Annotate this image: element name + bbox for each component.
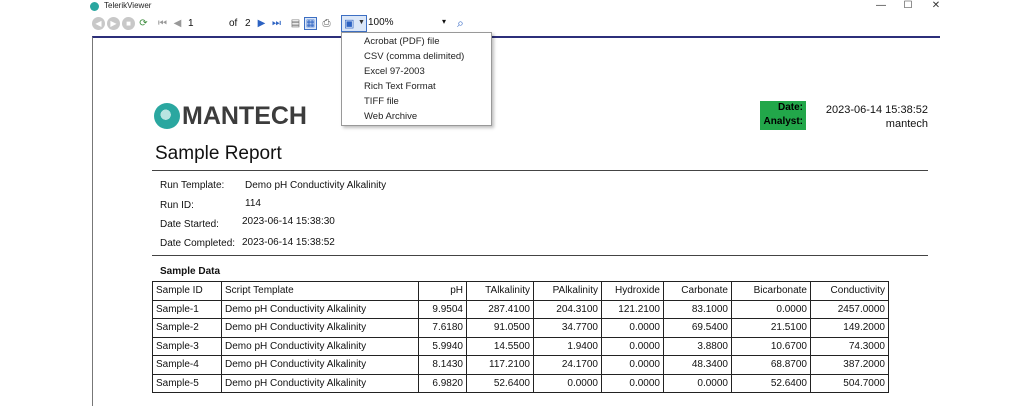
header-ph: pH	[419, 282, 467, 301]
title-bar	[0, 0, 944, 13]
table-row	[153, 300, 889, 319]
divider	[152, 170, 928, 171]
save-icon: ▣	[344, 18, 355, 30]
date-started-value: 2023-06-14 15:38:30	[242, 216, 335, 227]
cell-hydroxide: 121.2100	[602, 300, 664, 319]
refresh-icon[interactable]: ⟳	[139, 18, 148, 29]
header-hydroxide: Hydroxide	[602, 282, 664, 301]
header-carbonate: Carbonate	[664, 282, 732, 301]
table-row	[153, 337, 889, 356]
divider	[152, 255, 928, 256]
cell-carbonate: 83.1000	[664, 300, 732, 319]
cell-hydroxide: 0.0000	[602, 319, 664, 338]
cell-palkalinity: 24.1700	[534, 356, 602, 375]
sample-data-title: Sample Data	[160, 266, 221, 277]
menu-item-csv[interactable]: CSV (comma delimited)	[364, 51, 465, 62]
print-icon[interactable]: ⎙	[322, 18, 331, 29]
menu-item-web-archive[interactable]: Web Archive	[364, 111, 418, 122]
minimize-button[interactable]: —	[876, 0, 886, 11]
cell-sample-id: Sample-4	[153, 356, 222, 375]
cell-talkalinity: 91.0500	[467, 319, 534, 338]
cell-ph: 8.1430	[419, 356, 467, 375]
cell-ph: 5.9940	[419, 337, 467, 356]
date-analyst-labels	[760, 101, 806, 130]
cell-script-template: Demo pH Conductivity Alkalinity	[222, 337, 419, 356]
zoom-select[interactable]	[368, 17, 450, 31]
export-format-menu	[341, 32, 492, 126]
back-icon[interactable]: ◀	[92, 17, 105, 30]
cell-talkalinity: 52.6400	[467, 374, 534, 393]
page-of-label: of	[229, 18, 238, 29]
cell-ph: 7.6180	[419, 319, 467, 338]
current-page-input[interactable]: 1	[188, 18, 194, 29]
search-icon[interactable]: ⌕	[457, 16, 464, 30]
menu-item-rtf[interactable]: Rich Text Format	[364, 81, 436, 92]
menu-item-excel[interactable]: Excel 97-2003	[364, 66, 425, 77]
zoom-value: 100%	[368, 17, 394, 28]
date-label: Date:	[777, 102, 803, 113]
header-palkalinity: PAlkalinity	[534, 282, 602, 301]
stop-icon[interactable]: ■	[122, 17, 135, 30]
run-template-label: Run Template:	[160, 180, 225, 191]
cell-conductivity: 387.2000	[811, 356, 889, 375]
forward-icon[interactable]: ▶	[107, 17, 120, 30]
header-talkalinity: TAlkalinity	[467, 282, 534, 301]
chevron-down-icon: ▼	[358, 19, 365, 26]
cell-bicarbonate: 21.5100	[732, 319, 811, 338]
cell-palkalinity: 204.3100	[534, 300, 602, 319]
analyst-value: mantech	[885, 118, 928, 130]
chevron-down-icon: ▾	[441, 17, 446, 26]
document-map-icon[interactable]: ▤	[290, 18, 301, 29]
cell-script-template: Demo pH Conductivity Alkalinity	[222, 319, 419, 338]
cell-hydroxide: 0.0000	[602, 374, 664, 393]
previous-page-icon[interactable]: ◀	[173, 18, 182, 29]
window-title: TelerikViewer	[104, 1, 152, 10]
table-row	[153, 374, 889, 393]
cell-ph: 9.9504	[419, 300, 467, 319]
cell-bicarbonate: 10.6700	[732, 337, 811, 356]
sample-data-table	[152, 281, 889, 393]
cell-carbonate: 69.5400	[664, 319, 732, 338]
header-sample-id: Sample ID	[153, 282, 222, 301]
menu-item-pdf[interactable]: Acrobat (PDF) file	[364, 36, 440, 47]
menu-item-tiff[interactable]: TIFF file	[364, 96, 399, 107]
cell-talkalinity: 117.2100	[467, 356, 534, 375]
cell-hydroxide: 0.0000	[602, 337, 664, 356]
close-button[interactable]: ✕	[931, 0, 941, 11]
run-template-value: Demo pH Conductivity Alkalinity	[245, 180, 387, 191]
date-completed-value: 2023-06-14 15:38:52	[242, 237, 335, 248]
cell-conductivity: 2457.0000	[811, 300, 889, 319]
cell-sample-id: Sample-1	[153, 300, 222, 319]
date-started-label: Date Started:	[160, 219, 219, 230]
print-preview-icon[interactable]: ▦	[305, 18, 316, 29]
last-page-icon[interactable]: ⏭	[272, 18, 281, 29]
page-total: 2	[245, 18, 251, 29]
report-title: Sample Report	[155, 143, 282, 164]
maximize-button[interactable]: ☐	[903, 0, 913, 11]
cell-palkalinity: 34.7700	[534, 319, 602, 338]
cell-hydroxide: 0.0000	[602, 356, 664, 375]
cell-carbonate: 3.8800	[664, 337, 732, 356]
app-icon	[90, 2, 99, 11]
cell-script-template: Demo pH Conductivity Alkalinity	[222, 356, 419, 375]
cell-talkalinity: 14.5500	[467, 337, 534, 356]
header-conductivity: Conductivity	[811, 282, 889, 301]
cell-ph: 6.9820	[419, 374, 467, 393]
date-completed-label: Date Completed:	[160, 238, 236, 249]
cell-talkalinity: 287.4100	[467, 300, 534, 319]
logo-icon	[154, 103, 180, 129]
cell-bicarbonate: 68.8700	[732, 356, 811, 375]
cell-bicarbonate: 0.0000	[732, 300, 811, 319]
next-page-icon[interactable]: ▶	[257, 18, 266, 29]
run-id-value: 114	[245, 198, 261, 209]
company-logo	[154, 100, 307, 132]
cell-sample-id: Sample-5	[153, 374, 222, 393]
run-id-label: Run ID:	[160, 200, 194, 211]
logo-text: MANTECH	[182, 101, 307, 130]
cell-conductivity: 74.3000	[811, 337, 889, 356]
first-page-icon[interactable]: ⏮	[158, 18, 167, 29]
cell-palkalinity: 0.0000	[534, 374, 602, 393]
export-button[interactable]	[341, 15, 367, 32]
cell-conductivity: 504.7000	[811, 374, 889, 393]
date-value: 2023-06-14 15:38:52	[825, 104, 928, 116]
cell-carbonate: 48.3400	[664, 356, 732, 375]
cell-script-template: Demo pH Conductivity Alkalinity	[222, 374, 419, 393]
cell-sample-id: Sample-3	[153, 337, 222, 356]
cell-carbonate: 0.0000	[664, 374, 732, 393]
analyst-label: Analyst:	[763, 116, 803, 127]
cell-conductivity: 149.2000	[811, 319, 889, 338]
cell-palkalinity: 1.9400	[534, 337, 602, 356]
cell-bicarbonate: 52.6400	[732, 374, 811, 393]
cell-script-template: Demo pH Conductivity Alkalinity	[222, 300, 419, 319]
cell-sample-id: Sample-2	[153, 319, 222, 338]
header-bicarbonate: Bicarbonate	[732, 282, 811, 301]
table-row	[153, 356, 889, 375]
date-analyst-values	[812, 103, 928, 131]
table-header-row	[153, 282, 889, 301]
table-row	[153, 319, 889, 338]
header-script-template: Script Template	[222, 282, 419, 301]
toolbar	[88, 14, 944, 34]
